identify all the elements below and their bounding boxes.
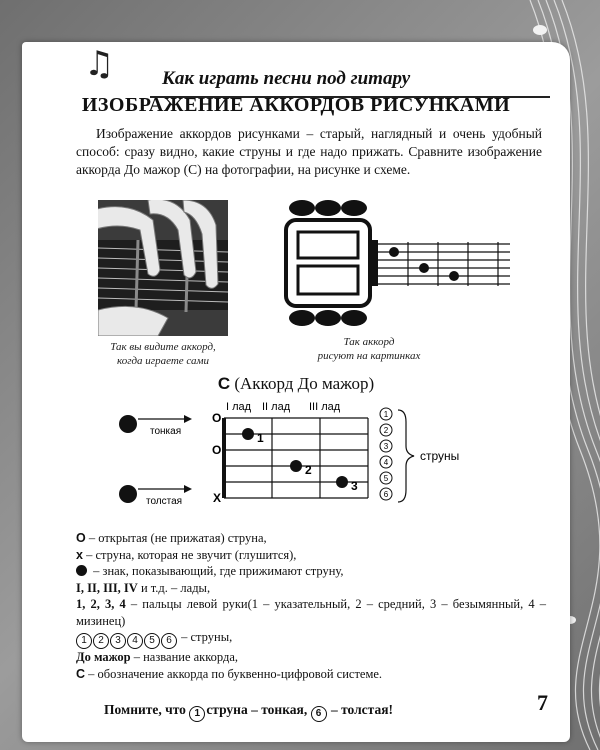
legend-string-circle-5: 5 <box>144 633 160 649</box>
fret-label-1: I лад <box>226 401 252 413</box>
finger-number-2: 2 <box>305 463 312 477</box>
fret-label-2: II лад <box>262 401 291 413</box>
legend-frets <box>76 580 546 597</box>
strings-brace <box>398 410 414 502</box>
string-mark-6: X <box>213 491 222 505</box>
nut <box>370 240 378 286</box>
diagram-nut <box>222 418 226 498</box>
legend <box>76 530 546 682</box>
legend-open <box>76 530 546 547</box>
thin-label: тонкая <box>150 426 182 437</box>
reminder-part3: – толстая! <box>327 702 394 717</box>
photo-caption-line2: когда играете сами <box>116 355 210 367</box>
legend-mute-symbol: x <box>76 547 83 562</box>
hand-chord-photo <box>98 200 228 336</box>
page-number: 7 <box>537 690 548 715</box>
thin-string-marker <box>119 415 137 433</box>
legend-dot-icon <box>76 565 87 576</box>
music-notes-icon: ♫ <box>84 44 115 84</box>
string-number-1: 1 <box>383 410 389 419</box>
chord-diagram <box>102 398 502 518</box>
legend-fingers <box>76 596 546 629</box>
legend-chord-symbol-bold: C <box>76 666 86 681</box>
string-number-3: 3 <box>383 442 389 451</box>
fret-label-3: III лад <box>309 401 341 413</box>
drawing-caption-line1: Так аккорд <box>343 336 395 348</box>
legend-chord-symbol-text: – обозначение аккорда по буквенно-цифровой системе. <box>85 666 383 681</box>
string-number-4: 4 <box>383 458 389 467</box>
string-number-6: 6 <box>383 490 389 499</box>
tuning-pegs-bottom <box>289 310 367 326</box>
chord-symbol: C <box>217 374 231 393</box>
photo-caption-line1: Так вы видите аккорд, <box>110 341 216 353</box>
legend-mute <box>76 547 546 564</box>
drawing-finger-dot-3 <box>449 271 459 281</box>
drawing-caption <box>294 335 444 363</box>
legend-chord-symbol <box>76 666 546 683</box>
tuning-pegs-top <box>289 200 367 216</box>
drawing-caption-line2: рисуют на картинках <box>317 350 421 362</box>
reminder <box>104 702 393 722</box>
headstock-slot-2 <box>298 266 358 294</box>
strings-label: струны <box>420 449 460 463</box>
photo-caption <box>78 340 248 368</box>
legend-string-circle-1: 1 <box>76 633 92 649</box>
chord-drawing <box>272 198 512 328</box>
legend-chord-name-bold: До мажор <box>76 650 131 664</box>
legend-dot-text: – знак, показывающий, где прижимают струну, <box>90 564 344 578</box>
page-title: ИЗОБРАЖЕНИЕ АККОРДОВ РИСУНКАМИ <box>81 94 511 116</box>
legend-dot <box>76 563 546 580</box>
reminder-string-6: 6 <box>311 706 327 722</box>
headstock-slot-1 <box>298 232 358 258</box>
legend-string-circle-4: 4 <box>127 633 143 649</box>
string-mark-1: O <box>212 411 222 425</box>
string-mark-3: O <box>212 443 222 457</box>
drawing-finger-dot-2 <box>419 263 429 273</box>
chord-title <box>22 374 570 394</box>
legend-chord-name <box>76 649 546 666</box>
legend-open-text: – открытая (не прижатая) струна, <box>85 531 267 545</box>
legend-open-symbol: O <box>76 531 86 545</box>
reminder-part2: струна – тонкая, <box>206 702 311 717</box>
finger-dot-3 <box>336 476 348 488</box>
string-number-5: 5 <box>383 474 389 483</box>
finger-dot-1 <box>242 428 254 440</box>
finger-dot-2 <box>290 460 302 472</box>
hand-chord-photo-image <box>98 200 228 336</box>
thick-string-marker <box>119 485 137 503</box>
section-title: Как играть песни под гитару <box>162 68 411 89</box>
drawing-finger-dot-1 <box>389 247 399 257</box>
chord-name: (Аккорд До мажор) <box>234 374 375 393</box>
string-number-2: 2 <box>383 426 389 435</box>
legend-frets-text: и т.д. – лады, <box>137 580 211 595</box>
reminder-string-1: 1 <box>189 706 205 722</box>
legend-fingers-symbols: 1, 2, 3, 4 <box>76 597 126 611</box>
header <box>22 44 570 96</box>
page-paper <box>22 42 570 742</box>
legend-chord-name-text: – название аккорда, <box>130 650 239 664</box>
legend-mute-text: – струна, которая не звучит (глушится), <box>82 547 297 562</box>
finger-number-1: 1 <box>257 431 264 445</box>
thick-label: толстая <box>146 496 183 507</box>
legend-string-circle-2: 2 <box>93 633 109 649</box>
reminder-part1: Помните, что <box>104 702 190 717</box>
finger-number-3: 3 <box>351 479 358 493</box>
legend-string-circle-6: 6 <box>161 633 177 649</box>
legend-fingers-text: – пальцы левой руки(1 – указательный, 2 – средний, 3 – безымянный, 4 – мизинец) <box>76 597 546 628</box>
intro-paragraph: Изображение аккордов рисунками – старый, наглядный и очень удобный способ: сразу видно, какие струны и где надо прижать. Сравните изображение аккорда До мажор (C) на фотографии, на рисунке и схеме. <box>76 126 542 177</box>
legend-frets-symbols: I, II, III, IV <box>76 580 138 595</box>
legend-string-circle-3: 3 <box>110 633 126 649</box>
legend-strings <box>76 629 546 649</box>
legend-strings-text: – струны, <box>178 630 233 644</box>
